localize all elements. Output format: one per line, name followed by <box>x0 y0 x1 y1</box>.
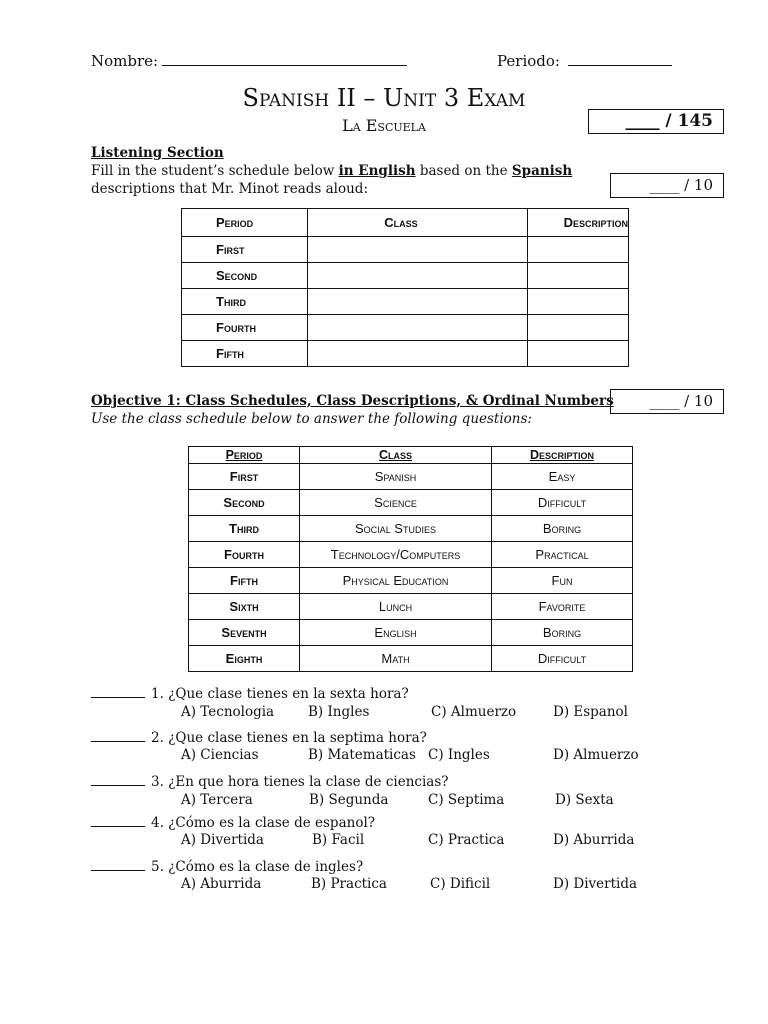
class-cell: Technology/Computers <box>300 542 492 568</box>
question-4 <box>91 815 375 832</box>
objective1-instructions: Use the class schedule below to answer the following questions: <box>91 411 532 427</box>
period-cell: Fourth <box>189 542 300 568</box>
description-cell: Favorite <box>492 594 633 620</box>
table-row <box>189 568 633 594</box>
table-row <box>189 490 633 516</box>
option-d: D) Divertida <box>553 876 638 892</box>
class-blank-cell[interactable] <box>308 315 527 341</box>
period-cell: Seventh <box>189 620 300 646</box>
col-header-description: Description <box>527 209 628 237</box>
description-cell: Difficult <box>492 490 633 516</box>
name-label: Nombre: <box>91 52 159 70</box>
option-c: C) Ingles <box>428 747 490 763</box>
option-a: A) Aburrida <box>181 876 262 892</box>
question-text: 5. ¿Cómo es la clase de ingles? <box>151 859 364 875</box>
question-5 <box>91 859 363 876</box>
answer-blank[interactable] <box>91 815 145 827</box>
question-3 <box>91 774 449 791</box>
exam-title: Spanish II – Unit 3 Exam <box>242 84 526 112</box>
description-blank-cell[interactable] <box>527 341 628 367</box>
name-field[interactable] <box>91 52 407 70</box>
period-cell: Fifth <box>189 568 300 594</box>
exam-subtitle: La Escuela <box>342 116 426 135</box>
listening-heading: Listening Section <box>91 145 224 161</box>
question-text: 4. ¿Cómo es la clase de espanol? <box>151 815 375 831</box>
listening-instructions <box>91 162 572 198</box>
option-c: C) Almuerzo <box>431 704 517 720</box>
period-field[interactable] <box>497 52 672 70</box>
period-cell: Third <box>189 516 300 542</box>
listening-instr-em2: Spanish <box>511 163 573 179</box>
period-blank[interactable] <box>568 53 672 66</box>
option-a: A) Ciencias <box>181 747 259 763</box>
class-cell: Physical Education <box>300 568 492 594</box>
table-row <box>189 646 633 672</box>
table-header-row <box>182 209 629 237</box>
period-cell: First <box>189 464 300 490</box>
question-2 <box>91 730 427 747</box>
period-label: Periodo: <box>497 52 560 70</box>
listening-instr-1: Fill in the student’s schedule below <box>91 163 339 179</box>
col-header-period: Period <box>189 447 300 464</box>
description-blank-cell[interactable] <box>527 315 628 341</box>
table-row <box>182 341 629 367</box>
listening-instr-3: descriptions that Mr. Minot reads aloud: <box>91 181 368 197</box>
listening-schedule-table <box>181 208 629 367</box>
table-row <box>189 594 633 620</box>
description-blank-cell[interactable] <box>527 289 628 315</box>
question-1 <box>91 686 409 703</box>
objective1-heading: Objective 1: Class Schedules, Class Descriptions, & Ordinal Numbers <box>91 393 614 409</box>
period-cell: Second <box>182 263 308 289</box>
class-schedule-table <box>188 446 633 672</box>
col-header-class: Class <box>308 209 527 237</box>
period-cell: Third <box>182 289 308 315</box>
class-cell: Math <box>300 646 492 672</box>
class-blank-cell[interactable] <box>308 341 527 367</box>
option-b: B) Segunda <box>309 792 389 808</box>
option-b: B) Matematicas <box>308 747 416 763</box>
answer-blank[interactable] <box>91 730 145 742</box>
table-row <box>189 542 633 568</box>
description-cell: Boring <box>492 516 633 542</box>
option-d: D) Aburrida <box>553 832 635 848</box>
class-blank-cell[interactable] <box>308 237 527 263</box>
listening-instr-2: based on the <box>415 163 512 179</box>
period-cell: Sixth <box>189 594 300 620</box>
option-a: A) Tercera <box>181 792 253 808</box>
listening-instr-em1: in English <box>338 163 416 179</box>
name-blank[interactable] <box>162 53 407 66</box>
question-text: 2. ¿Que clase tienes en la septima hora? <box>151 730 427 746</box>
period-cell: Fourth <box>182 315 308 341</box>
option-d: D) Sexta <box>555 792 614 808</box>
period-cell: First <box>182 237 308 263</box>
table-row <box>182 237 629 263</box>
period-cell: Second <box>189 490 300 516</box>
class-cell: Spanish <box>300 464 492 490</box>
table-row <box>182 289 629 315</box>
option-a: A) Divertida <box>181 832 264 848</box>
table-row <box>182 315 629 341</box>
description-cell: Practical <box>492 542 633 568</box>
total-score-box: ____ / 145 <box>588 109 724 134</box>
description-blank-cell[interactable] <box>527 237 628 263</box>
objective1-score-box: ____ / 10 <box>610 389 724 414</box>
table-row <box>182 263 629 289</box>
answer-blank[interactable] <box>91 859 145 871</box>
class-cell: English <box>300 620 492 646</box>
col-header-period: Period <box>182 209 308 237</box>
period-cell: Fifth <box>182 341 308 367</box>
class-cell: Lunch <box>300 594 492 620</box>
question-text: 3. ¿En que hora tienes la clase de ciencias? <box>151 774 449 790</box>
option-d: D) Almuerzo <box>553 747 639 763</box>
option-c: C) Dificil <box>430 876 491 892</box>
answer-blank[interactable] <box>91 686 145 698</box>
period-cell: Eighth <box>189 646 300 672</box>
table-row <box>189 620 633 646</box>
listening-score-box: ____ / 10 <box>610 173 724 198</box>
answer-blank[interactable] <box>91 774 145 786</box>
option-b: B) Facil <box>312 832 365 848</box>
option-b: B) Ingles <box>308 704 370 720</box>
col-header-class: Class <box>300 447 492 464</box>
table-header-row <box>189 447 633 464</box>
option-c: C) Practica <box>428 832 505 848</box>
description-blank-cell[interactable] <box>527 263 628 289</box>
description-cell: Fun <box>492 568 633 594</box>
option-b: B) Practica <box>311 876 387 892</box>
description-cell: Easy <box>492 464 633 490</box>
description-cell: Difficult <box>492 646 633 672</box>
description-cell: Boring <box>492 620 633 646</box>
col-header-description: Description <box>492 447 633 464</box>
class-blank-cell[interactable] <box>308 289 527 315</box>
option-c: C) Septima <box>428 792 505 808</box>
table-row <box>189 516 633 542</box>
class-cell: Social Studies <box>300 516 492 542</box>
option-d: D) Espanol <box>553 704 628 720</box>
option-a: A) Tecnologia <box>181 704 275 720</box>
table-row <box>189 464 633 490</box>
question-text: 1. ¿Que clase tienes en la sexta hora? <box>151 686 409 702</box>
class-blank-cell[interactable] <box>308 263 527 289</box>
class-cell: Science <box>300 490 492 516</box>
